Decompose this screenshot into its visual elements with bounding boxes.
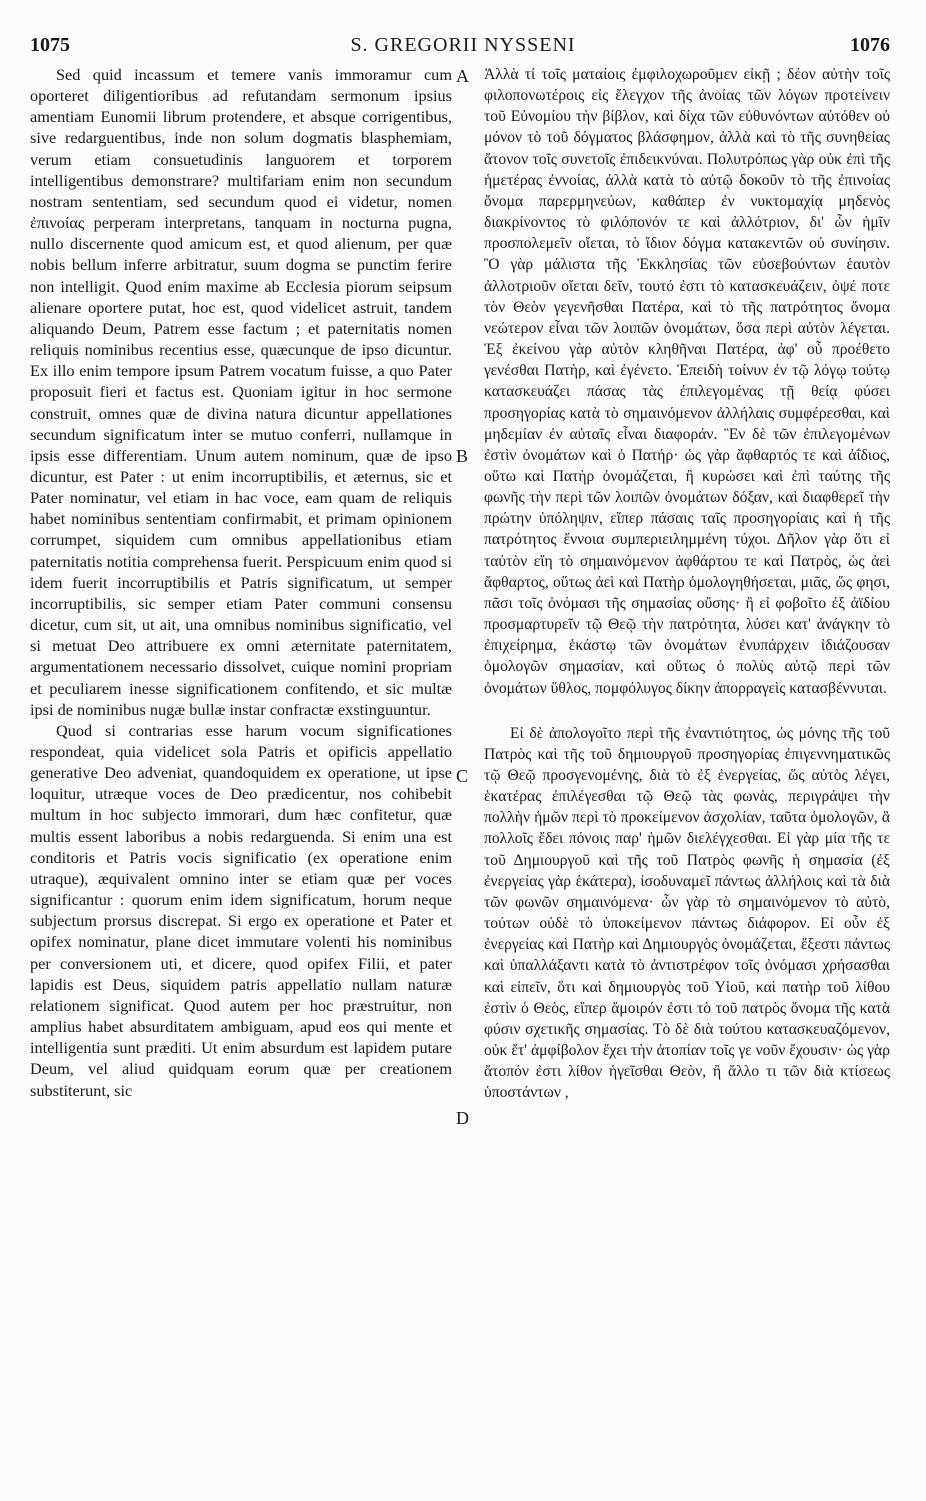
greek-column (484, 64, 890, 1104)
margin-letter-b: B (456, 446, 469, 466)
latin-paragraph-1: Sed quid incassum et temere vanis immoramur cum oporteret diligentioribus ad refutandam sermonum ipsius amentiam Eunomii librum protendere, et absque corrigentibus, sive redarguentibus, inde non solum dogmatis blasphemiam, verum etiam consuetudinis languorem et torporem intelligentibus demonstrare? multifariam enim non secundum nostram sententiam, sed secundum quod ei videtur, nomen ἐπινοίας perperam interpretans, tanquam in nocturna pugna, nullo discernente quod amicum est, et quod alienum, per quæ nobis bellum inferre arbitratur, suum dogma se punctim ferire non intelligit. Quod enim maxime ab Ecclesia piorum seipsum alienare oportere putat, hoc est, quod videlicet astruit, tandem aliquando Deum, Patrem esse factum ; et paternitatis nomen reliquis nominibus recentius esse, quæcunque de ipso dicuntur. Ex illo enim tempore ipsum Patrem vocatum fuisse, a quo Pater proposuit fieri et factus est. Quoniam igitur in hoc sermone construit, omnes quæ de divina natura dicuntur appellationes secundum significatum inter se mutuo conferri, nullamque in ipsis esse differentiam. Unum autem nominum, quæ de ipso dicuntur, est Pater : ut enim incorruptibilis, et æternus, sic et Pater nominatur, vel etiam in hac voce, eam quam de reliquis habet nominibus sententiam confirmabit, et primam opinionem corrumpet, siquidem cum omnibus appellationibus etiam paternitatis notitia comprehensa fuerit. Perspicuum enim quod si idem fuerit incorruptibilis et Patris significatum, ut semper incorruptibilis, sic semper etiam Pater communi consensu dicetur, cum sit, ut ait, una omnibus nominibus significatio, vel si metuat Deo attribuere ex omni æternitate paternitatem, argumentationem necessario dissolvet, cuique nomini propriam et peculiarem inesse significationem confitendo, et sic multæ ipsi de nominibus nugæ bullæ instar confractæ exstinguuntur. (30, 65, 452, 719)
greek-paragraph-2: Εἰ δὲ ἀπολογοῖτο περὶ τῆς ἐναντιότητος, ὡς μόνης τῆς τοῦ Πατρὸς καὶ τῆς τοῦ δημιουργοῦ προσηγορίας ἐπιγεννηματικῶς τῷ Θεῷ προσγενομένης, διὰ τὸ ἐξ ἐνεργείας, ὥς αὐτὸς λέγει, ἑκατέρας ἐπιλέγεσθαι τῷ Θεῷ τὰς φωνὰς, περιγράψει τὴν πολλὴν ἡμῶν περὶ τὸ προκείμενον ἀσχολίαν, ταῦτα ὁμολογῶν, ἃ πολλοῖς ἔδει πόνοις παρ' ἡμῶν διελέγχεσθαι. Εἰ γὰρ μία τῆς τε τοῦ Δημιουργοῦ καὶ τῆς τοῦ Πατρὸς φωνῆς ἡ σημασία (ἐξ ἐνεργείας γὰρ ἑκάτερα), ἰσοδυναμεῖ πάντως ἀλλήλοις καὶ τὰ διὰ τῶν φωνῶν σημαινόμενα· ὧν γὰρ τὸ σημαινόμενον τὸ αὐτὸ, τούτων οὐδὲ τὸ ὑποκείμενον πάντως διάφορον. Εἰ οὖν ἐξ ἐνεργείας καὶ Πατὴρ καὶ Δημιουργὸς ὀνομάζεται, ἔξεστι πάντως καὶ ὑπαλλάξαντι κατὰ τὸ ἀντιστρέφον τοῖς ὀνόμασι χρήσασθαι καὶ εἰπεῖν, ὅτι καὶ δημιουργὸς τοῦ Υἱοῦ, καὶ πατὴρ τοῦ λίθου ἐστὶν ὁ Θεὸς, εἴπερ ἄμοιρόν ἐστι τὸ τοῦ πατρὸς ὄνομα τῆς κατὰ φύσιν σχετικῆς σημασίας. Τὸ δὲ διὰ τούτου κατασκευαζόμενον, οὐκ ἔτ' ἀμφίβολον ἔχει τὴν ἀτοπίαν τοῖς γε νοῦν ἔχουσιν· ὡς γὰρ ἄτοπόν ἐστι λίθον ἡγεῖσθαι Θεὸν, ἢ ἄλλο τι τῶν διὰ κτίσεως ὑποστάντων , (484, 724, 890, 1102)
latin-paragraph-2: Quod si contrarias esse harum vocum significationes respondeat, quia videlicet sola Patris et opificis appellatio generative Deo adveniat, quandoquidem ex operatione, ut ipse loquitur, utræque voces de Deo prædicentur, nos cohibebit multum in hoc subjecto immorari, dum hæc confitetur, quæ multis essent laboribus a nobis redarguenda. Si enim una est conditoris et Patris vocis significatio (ex operatione enim utraque), æquivalent omnino inter se etiam quæ per voces significantur : quorum enim idem significatum, horum neque subjectum prorsus discrepat. Si ergo ex operatione et Pater et opifex nominatur, plane dicet immutare volenti his nominibus per conversionem uti, et dicere, quod opifex Filii, et pater lapidis est Deus, siquidem patris appellatio nullam naturæ relationem significat. Quod autem per hoc præstruitur, non amplius habet absurditatem ambiguam, apud eos qui mente et intelligentia sunt præditi. Ut enim absurdum est lapidem putare Deum, vel aliud quidquam eorum quæ per creationem substiterunt, sic (30, 720, 452, 1100)
page-number-right: 1076 (850, 34, 890, 56)
margin-letter-a: A (456, 66, 469, 86)
page-number-left: 1075 (30, 34, 70, 56)
latin-column (30, 64, 452, 1101)
paragraph-gap (484, 699, 890, 723)
running-title: S. GREGORII NYSSENI (350, 34, 576, 56)
margin-letter-c: C (456, 766, 469, 786)
greek-paragraph-1: Ἀλλὰ τί τοῖς ματαίοις ἐμφιλοχωροῦμεν εἰκῇ ; δέον αὐτὴν τοῖς φιλοπονωτέροις εἰς ἔλεγχον τῆς ἀνοίας τῶν λόγων προτείνειν τοῦ Εὐνομίου τὴν βίβλον, καὶ δίχα τῶν εὐθυνόντων αὐτόθεν οὐ μόνον τὸ τοῦ δόγματος βλάσφημον, ἀλλὰ καὶ τὸ τῆς συνηθείας ἄτονον τοῖς συνετοῖς ἐπιδεικνύναι. Πολυτρόπως γὰρ οὐκ ἐπὶ τῆς ἡμετέρας ἐννοίας, ἀλλὰ κατὰ τὸ αὐτῷ δοκοῦν τὸ τῆς ἐπινοίας ὄνομα παρερμηνεύων, καθάπερ ἐν νυκτομαχίᾳ μηδενὸς διακρίνοντος τὸ φιλόπονόν τε καὶ ἀλλότριον, δι' ὧν ἡμῖν προσπολεμεῖν οἴεται, τὸ ἴδιον δόγμα κατακεντῶν οὐ συνίησιν. Ὃ γὰρ μάλιστα τῆς Ἐκκλησίας τῶν εὐσεβούντων ἑαυτὸν ἀλλοτριοῦν οἴεται δεῖν, τουτό ἐστι τὸ κατασκευάζειν, ὀψέ ποτε τὸν Θεὸν γεγενῆσθαι Πατέρα, καὶ τὸ τῆς πατρότητος ὄνομα νεώτερον εἶναι τῶν λοιπῶν ὀνομάτων, ὅσα περὶ αὐτὸν λέγεται. Ἐξ ἐκείνου γὰρ αὐτὸν κληθῆναι Πατέρα, ἀφ' οὗ προέθετο γενέσθαι Πατὴρ, καὶ ἐγένετο. Ἐπειδὴ τοίνυν ἐν τῷ λόγῳ τούτῳ κατασκευάζει πάσας τὰς ἐπιλεγομένας τῇ θείᾳ φύσει προσηγορίας κατὰ τὸ σημαινόμενον ἀλλήλαις συμφέρεσθαι, καὶ μηδεμίαν ἐν αὐταῖς εἶναι διαφοράν. Ἓν δὲ τῶν ἐπιλεγομένων ἐστὶν ὀνομάτων καὶ ὁ Πατήρ· ὡς γὰρ ἄφθαρτός τε καὶ ἀΐδιος, οὕτω καὶ Πατὴρ ὀνομάζεται, ἢ κυρώσει καὶ ἐπὶ ταύτης τῆς φωνῆς τὴν περὶ τῶν λοιπῶν ὀνομάτων δόξαν, καὶ διαφθερεῖ τὴν πρώτην ὑπόληψιν, εἴπερ πάσαις ταῖς προσηγορίαις καὶ ἡ τῆς πατρότητος ἔννοια συμπεριειλημμένη τύχοι. Δῆλον γὰρ ὅτι εἰ ταὐτὸν εἴη τὸ σημαινόμενον ἀφθάρτου τε καὶ Πατρὸς, ὡς ἀεὶ ἄφθαρτος, οὕτως ἀεὶ καὶ Πατὴρ ὁμολογηθήσεται, μιᾶς, ὥς φησι, πᾶσι τοῖς ὀνόμασι τῆς σημασίας οὔσης· ἢ εἰ φοβοῖτο ἐξ ἀϊδίου προσμαρτυρεῖν τῷ Θεῷ τὴν πατρότητα, λύσει κατ' ἀνάγκην τὸ ἐπιχείρημα, ἑκάστῳ τῶν ὀνομάτων ἐνυπάρχειν ἰδιάζουσαν ὁμολογῶν σημασίαν, καὶ οὕτως ὁ πολὺς αὐτῷ περὶ τῶν ὀνομάτων ὕθλος, πομφόλυγος δίκην ἀπορραγεὶς κατασβέννυται. (484, 66, 890, 697)
margin-letter-d: D (456, 1108, 469, 1128)
page-header (0, 0, 926, 60)
